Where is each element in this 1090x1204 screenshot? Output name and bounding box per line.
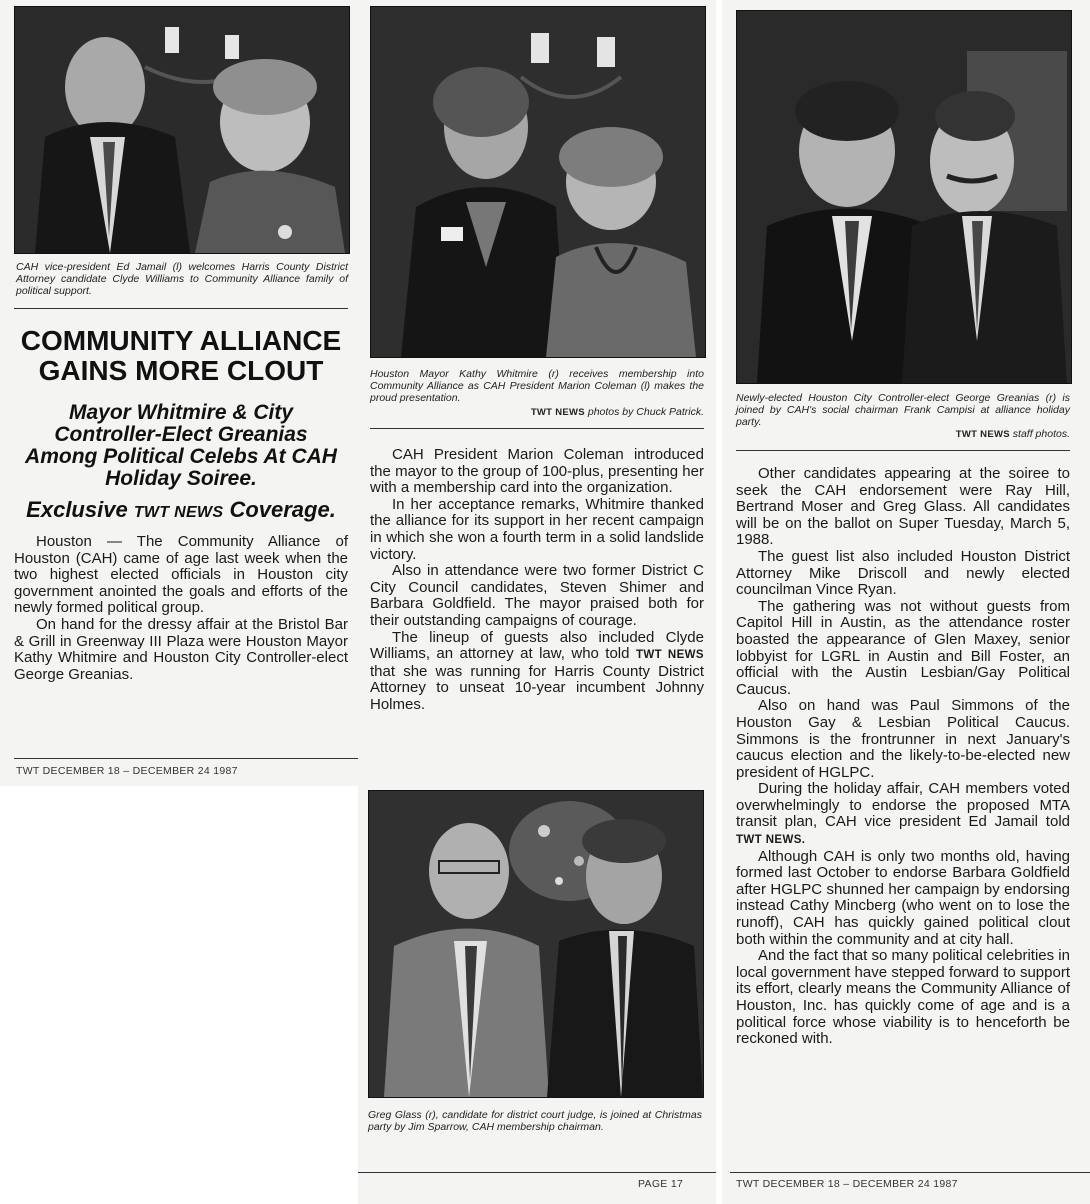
paragraph: The guest list also included Houston District Attorney Mike Driscoll and newly elected councilman Vince Ryan. [736,547,1070,599]
credit-brand: TWT NEWS [530,407,585,418]
paragraph: The gathering was not without guests from Capitol Hill in Austin, as the attendance roster boasted the appearance of Glen Maxey, senior lobbyist for LGRL in Austin and Bill Foster, an official with the Austin Lesbian/Gay Political Caucus. [736,597,1070,698]
photo-credit [736,428,1070,440]
deck-exclusive-coverage [10,498,352,525]
right-body-text [736,466,1070,1048]
middle-clipping [358,0,716,1204]
paragraph: Although CAH is only two months old, having formed last October to endorse Barbara Goldfield after HGLPC shunned her campaign by endorsing instead Cathy Mincberg (who went on to lose the runoff), CAH has quickly gained political clout both within the community and at city hall. [736,847,1070,948]
deck-exclusive: Exclusive [26,497,128,522]
divider [370,428,704,429]
paragraph: And the fact that so many political celebrities in local government have stepped forward to support its effort, clearly means the Community Alliance of Houston, Inc. has quickly come of age and is a political force whose viability is to henceforth be reckoned with. [736,947,1070,1048]
photo-caption: Houston Mayor Kathy Whitmire (r) receives membership into Community Alliance as CAH President Marion Coleman (l) makes the proud presentation. [370,368,704,404]
credit-text: staff photos. [1012,428,1070,440]
paragraph-part: that she was running for Harris County District Attorney to unseat 10-year incumbent Johnny Holmes. [370,662,704,713]
deck-brand: TWT NEWS [133,504,224,521]
paragraph: In her acceptance remarks, Whitmire thanked the alliance for its support in her recent campaign in which she won a fourth term in a solid landslide victory. [370,495,704,563]
issue-date-footer: TWT DECEMBER 18 – DECEMBER 24 1987 [16,765,238,777]
photo-whitmire-coleman [370,6,706,358]
deck: Mayor Whitmire & City Controller-Elect Greanias Among Political Celebs At CAH Holiday Soiree. [25,401,337,490]
deck-coverage: Coverage. [229,497,336,522]
headline: COMMUNITY ALLIANCE GAINS MORE CLOUT [20,325,342,386]
divider [14,758,358,759]
paragraph-part: During the holiday affair, CAH members voted overwhelmingly to endorse the proposed MTA transit plan, CAH vice president Ed Jamail told [736,780,1070,831]
paragraph [736,781,1070,848]
page-number: PAGE 17 [638,1178,684,1190]
middle-body-text [370,447,704,714]
issue-date-footer: TWT DECEMBER 18 – DECEMBER 24 1987 [736,1178,958,1190]
left-body-text [14,534,348,683]
photo-credit [370,406,704,418]
photo-caption: Newly-elected Houston City Controller-elect George Greanias (r) is joined by CAH's social chairman Frank Campisi at alliance holiday party. [736,392,1070,428]
credit-brand: TWT NEWS [955,429,1010,440]
divider [736,450,1070,451]
divider [14,308,348,309]
paragraph: Other candidates appearing at the soiree to seek the CAH endorsement were Ray Hill, Bertrand Moser and Greg Glass. All candidates will be on the ballot on Super Tuesday, March 5, 1988. [736,465,1070,549]
paragraph [370,630,704,714]
paragraph: CAH President Marion Coleman introduced the mayor to the group of 100-plus, presenting her with a membership card into the organization. [370,446,704,497]
paragraph-part: The lineup of guests also included Clyde Williams, an attorney at law, who told [370,628,704,663]
divider [358,1172,716,1173]
photo-greanias-campisi [736,10,1072,384]
photo-jamail-williams [14,6,350,254]
photo-caption: Greg Glass (r), candidate for district court judge, is joined at Christmas party by Jim Sparrow, CAH membership chairman. [368,1109,702,1133]
paragraph: Also on hand was Paul Simmons of the Houston Gay & Lesbian Political Caucus. Simmons is the frontrunner in next January's caucus election and the likely-to-be-elected new president of HGLPC. [736,697,1070,781]
photo-caption: CAH vice-president Ed Jamail (l) welcomes Harris County District Attorney candidate Clyde Williams to Community Alliance family of political support. [16,261,348,297]
photo-glass-sparrow [368,790,704,1098]
left-clipping [0,0,358,786]
divider [730,1172,1090,1173]
right-clipping [722,0,1090,1204]
brand-mention: TWT NEWS. [736,834,806,847]
paragraph: On hand for the dressy affair at the Bristol Bar & Grill in Greenway III Plaza were Houston Mayor Kathy Whitmire and Houston City Controller-elect George Greanias. [14,615,348,683]
brand-mention: TWT NEWS [635,649,704,662]
credit-text: photos by Chuck Patrick. [587,406,704,418]
paragraph: Houston — The Community Alliance of Houston (CAH) came of age last week when the two highest elected officials in Houston city government anointed the goals and efforts of the newly formed political group. [14,533,348,617]
paragraph: Also in attendance were two former District C City Council candidates, Steven Shimer and Barbara Goldfield. The mayor praised both for their outstanding campaigns of courage. [370,562,704,629]
